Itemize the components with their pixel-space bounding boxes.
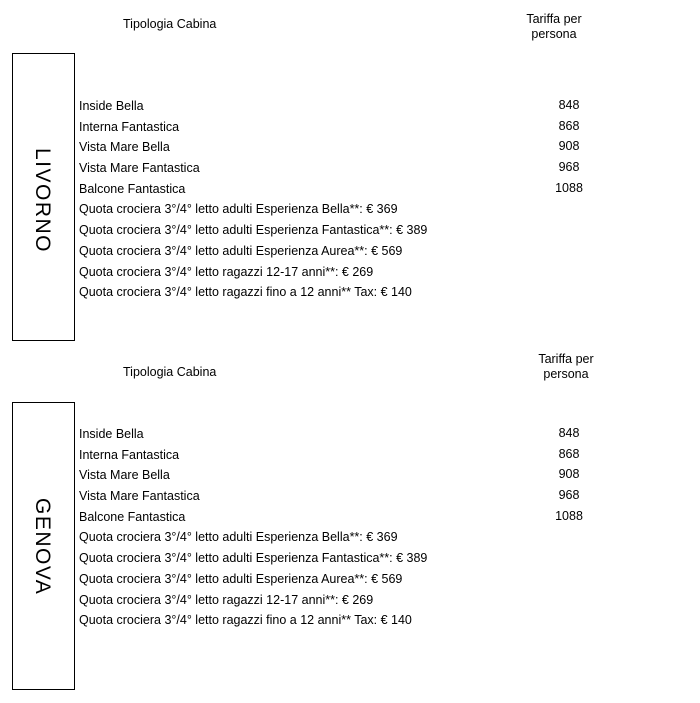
table-row [79, 139, 679, 160]
table-row [79, 447, 679, 468]
header-tipologia-cabina: Tipologia Cabina [123, 365, 217, 379]
section-genova [0, 348, 700, 693]
cabin-label: Inside Bella [79, 427, 144, 441]
cabin-label: Inside Bella [79, 99, 144, 113]
header-tariffa-line1: Tariffa per [538, 352, 594, 366]
city-name: GENOVA [31, 498, 54, 596]
header-tipologia-cabina: Tipologia Cabina [123, 17, 217, 31]
cabin-price: 848 [558, 98, 580, 112]
cabin-label: Vista Mare Bella [79, 468, 170, 483]
table-row [79, 612, 679, 633]
table-row [79, 488, 679, 509]
quota-label: Quota crociera 3°/4° letto adulti Esperienza Aurea**: € 569 [79, 243, 403, 258]
table-row [79, 264, 679, 285]
cabin-price: 968 [558, 160, 580, 175]
quota-label: Quota crociera 3°/4° letto ragazzi fino a 12 anni** Tax: € 140 [79, 285, 412, 300]
cabin-label: Interna Fantastica [79, 447, 180, 462]
quota-label: Quota crociera 3°/4° letto adulti Esperienza Aurea**: € 569 [79, 571, 403, 586]
quota-label: Quota crociera 3°/4° letto ragazzi fino a 12 anni** Tax: € 140 [79, 613, 412, 628]
quota-label: Quota crociera 3°/4° letto ragazzi 12-17 anni**: € 269 [79, 264, 374, 279]
table-row [79, 98, 679, 119]
price-list [79, 426, 679, 633]
city-name: LIVORNO [31, 148, 54, 254]
table-row [79, 243, 679, 264]
table-row [79, 550, 679, 571]
cabin-price: 848 [558, 426, 580, 440]
header-tariffa-per-persona [524, 352, 608, 382]
section-livorno [0, 0, 700, 345]
header-tariffa-line2: persona [543, 367, 589, 381]
table-row [79, 467, 679, 488]
table-row [79, 160, 679, 181]
table-row [79, 284, 679, 305]
cabin-label: Balcone Fantastica [79, 181, 186, 196]
table-row [79, 571, 679, 592]
quota-label: Quota crociera 3°/4° letto ragazzi 12-17 anni**: € 269 [79, 592, 374, 607]
cabin-label: Vista Mare Fantastica [79, 489, 200, 504]
cabin-price: 868 [558, 118, 580, 133]
table-row [79, 509, 679, 530]
header-tariffa-line1: Tariffa per [526, 12, 582, 26]
cabin-label: Interna Fantastica [79, 119, 180, 134]
cabin-price: 908 [558, 467, 580, 482]
quota-label: Quota crociera 3°/4° letto adulti Esperienza Bella**: € 369 [79, 202, 398, 217]
table-row [79, 181, 679, 202]
table-row [79, 201, 679, 222]
table-row [79, 119, 679, 140]
header-tariffa-line2: persona [531, 27, 577, 41]
cabin-price: 1088 [555, 180, 583, 195]
table-row [79, 222, 679, 243]
quota-label: Quota crociera 3°/4° letto adulti Esperienza Bella**: € 369 [79, 530, 398, 545]
cabin-price: 868 [558, 446, 580, 461]
cabin-price: 968 [558, 488, 580, 503]
header-tariffa-per-persona [512, 12, 596, 42]
cabin-price: 1088 [555, 508, 583, 523]
cabin-label: Vista Mare Fantastica [79, 161, 200, 176]
cabin-price: 908 [558, 139, 580, 154]
quota-label: Quota crociera 3°/4° letto adulti Esperienza Fantastica**: € 389 [79, 551, 428, 566]
cabin-label: Vista Mare Bella [79, 140, 170, 155]
quota-label: Quota crociera 3°/4° letto adulti Esperienza Fantastica**: € 389 [79, 223, 428, 238]
price-list [79, 98, 679, 305]
table-row [79, 529, 679, 550]
table-row [79, 592, 679, 613]
cabin-label: Balcone Fantastica [79, 509, 186, 524]
table-row [79, 426, 679, 447]
